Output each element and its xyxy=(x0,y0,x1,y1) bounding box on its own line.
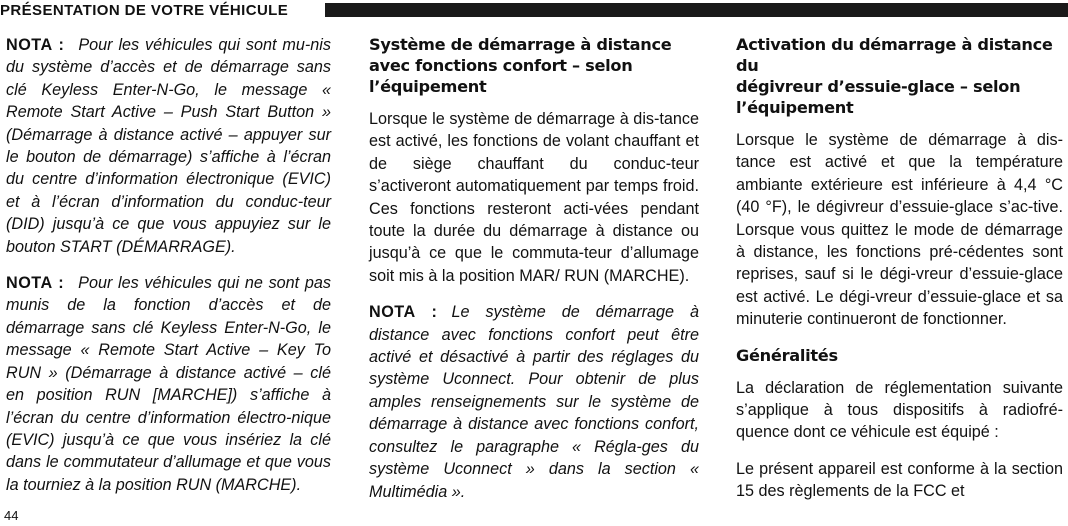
body-paragraph: Lorsque le système de démarrage à dis-tance est activé et que la température ambiante extérieure est inférieure à 4,4 °C (40 °F), le dégivreur d’essuie-glace s’ac-tive. Lorsque vous quittez le mode de démarrage à distance, les fonctions pré-cédentes sont reprises, sauf si le dégi-vreur d’essuie-glace est activé. Le dégi-vreur d’essuie-glace et sa minuterie continueront de fonctionner. xyxy=(736,131,1063,329)
heading-line: l’équipement xyxy=(369,77,487,96)
heading-line: dégivreur d’essuie-glace – selon xyxy=(736,77,1021,96)
page-number: 44 xyxy=(4,508,19,523)
body-paragraph: La déclaration de réglementation suivante s’applique à tous dispositifs à radiofré-quence dont ce véhicule est équipé : xyxy=(736,378,1063,442)
page-header xyxy=(0,0,1068,22)
note-paragraph xyxy=(6,272,331,496)
heading-line: l’équipement xyxy=(736,98,854,117)
note-paragraph xyxy=(369,301,699,503)
column-middle xyxy=(369,34,699,517)
note-label: NOTA : xyxy=(369,303,438,322)
body-paragraph: Lorsque le système de démarrage à dis-tance est activé, les fonctions de volant chauffant et de siège chauffant du conduc-teur s’activeront automatiquement par temps froid. Ces fonctions resteront acti-vées pendant toute la durée du démarrage à distance ou jusqu’à ce que le commuta-teur d’allumage soit mis à la position MAR/ RUN (MARCHE). xyxy=(369,110,699,285)
heading-line: avec fonctions confort – selon xyxy=(369,56,633,75)
header-bar xyxy=(325,3,1068,17)
note-text: Le système de démarrage à distance avec fonctions confort peut être activé et désactivé à partir des réglages du système Uconnect. Pour obtenir de plus amples renseignements sur le système de démarrage à distance avec fonctions confort, consultez le paragraphe « Régla-ges du système Uconnect » dans la section « Multimédia ». xyxy=(369,303,699,501)
body-paragraph: Le présent appareil est conforme à la section 15 des règlements de la FCC et xyxy=(736,459,1063,501)
heading-line: Système de démarrage à distance xyxy=(369,35,672,54)
note-text: Pour les véhicules qui ne sont pas munis de la fonction d’accès et de démarrage sans clé Keyless Enter-N-Go, le message « Remote Start Active – Key To RUN » (Démarrage à distance activé – clé en position RUN [MARCHE]) s’affiche à l’écran du centre d’information électro-nique (EVIC) jusqu’à ce que vous insériez la clé dans le commutateur d’allumage et que vous la tourniez à la position RUN (MARCHE). xyxy=(6,274,331,494)
note-label: NOTA : xyxy=(6,274,65,293)
heading-line: Activation du démarrage à distance du xyxy=(736,35,1053,75)
column-left xyxy=(6,34,331,510)
section-heading xyxy=(369,34,699,97)
section-title: PRÉSENTATION DE VOTRE VÉHICULE xyxy=(0,2,289,19)
section-heading: Généralités xyxy=(736,345,838,365)
note-paragraph xyxy=(6,34,331,258)
note-text: Pour les véhicules qui sont mu-nis du système d’accès et de démarrage sans clé Keyless Enter-N-Go, le message « Remote Start Active – Push Start Button » (Démarrage à distance activé – appuyer sur le bouton de démarrage) s’affiche à l’écran du centre d’information électronique (EVIC) et à l’écran d’information du conduc-teur (DID) jusqu’à ce que vous appuyiez sur le bouton START (DÉMARRAGE). xyxy=(6,36,331,256)
note-label: NOTA : xyxy=(6,36,65,54)
column-right xyxy=(736,34,1063,517)
section-heading xyxy=(736,34,1063,118)
